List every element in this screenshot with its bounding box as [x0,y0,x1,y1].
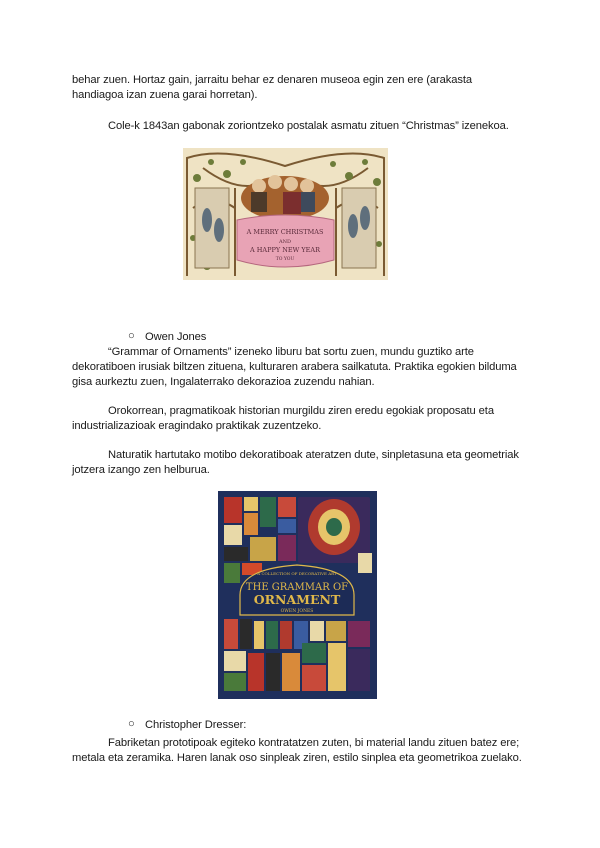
book-subtitle: A COLLECTION OF DECORATIVE ART [257,571,337,576]
book-title-line2: ORNAMENT [253,592,341,607]
christmas-card-image [183,148,388,280]
paragraph-line: “Grammar of Ornaments” izeneko liburu bat sortu zuen, mundu guztiko arte [108,346,474,358]
grammar-of-ornament-cover-image [218,491,377,699]
card-greeting-line1: A MERRY CHRISTMAS [246,228,324,236]
paragraph-line: Naturatik hartutako motibo dekoratiboak ateratzen dute, sinpletasuna eta geometriak [108,449,519,461]
christmas-card-illustration [183,148,388,280]
bullet-icon: ○ [128,718,135,730]
paragraph-line: Orokorrean, pragmatikoak historian murgildu ziren eredu egokiak proposatu eta [108,405,494,417]
paragraph-line: gisa aurkeztu zuen, Ingalaterrako dekorazioa zuzendu nahian. [72,376,375,388]
paragraph-line: jotzera izango zen helburua. [72,464,210,476]
paragraph-line: Cole-k 1843an gabonak zoriontzeko postalak asmatu zituen “Christmas” izenekoa. [108,120,509,132]
card-greeting-line2: AND [279,239,291,245]
paragraph-line: dekoratiboen irusiak biltzen zituena, kulturaren arabera sailkatuta. Praktika egokien bilduma [72,361,517,373]
paragraph-line: Fabriketan prototipoak egiteko kontratatzen zuten, bi material landu zituen batez ere; [108,737,520,749]
card-greeting-line4: TO YOU [275,257,295,262]
paragraph-line: behar zuen. Hortaz gain, jarraitu behar ez denaren museoa egin zen ere (arakasta [72,74,472,86]
bullet-icon: ○ [128,330,135,342]
paragraph-line: metala eta zeramika. Haren lanak oso sinpleak ziren, estilo sinplea eta geometrikoa zuelako. [72,752,522,764]
card-greeting-line3: A HAPPY NEW YEAR [249,246,321,254]
paragraph-line: handiagoa izan zuena garai horretan). [72,89,258,101]
bullet-heading-christopher-dresser: Christopher Dresser: [145,719,247,731]
book-title-line1: THE GRAMMAR OF [245,582,349,593]
bullet-heading-owen-jones: Owen Jones [145,331,207,343]
paragraph-line: industrializazioak eragindako praktikak zuzentzeko. [72,420,322,432]
book-cover-illustration [218,491,377,699]
book-author: OWEN JONES [280,609,314,614]
